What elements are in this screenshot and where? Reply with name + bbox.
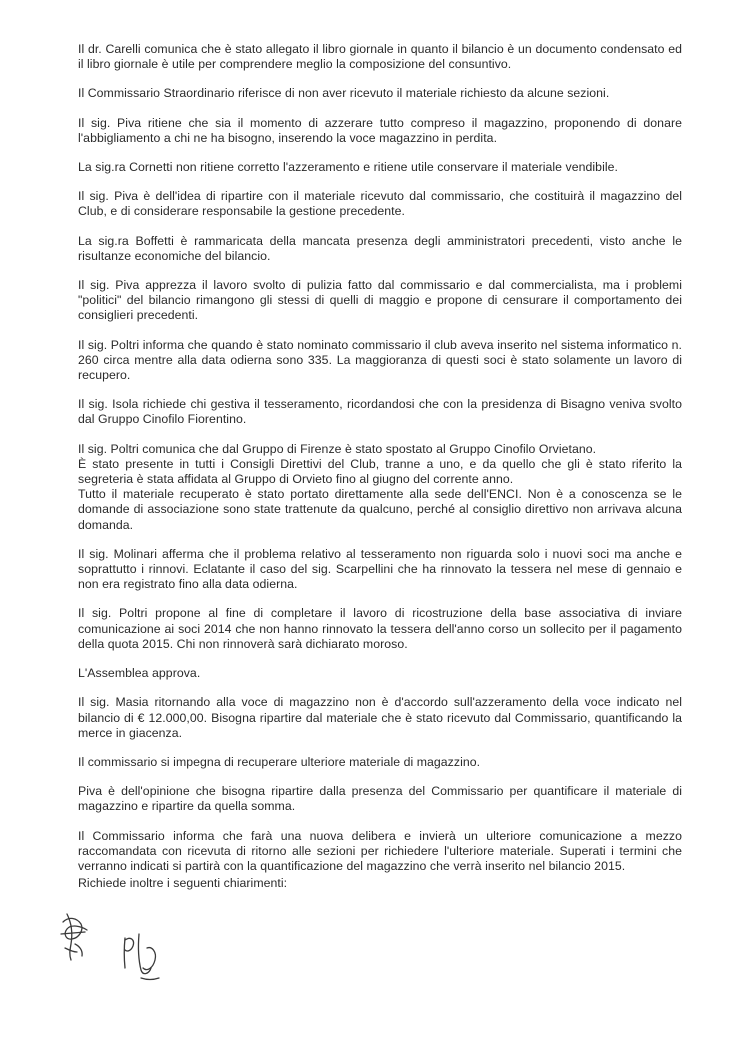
paragraph: Il sig. Piva apprezza il lavoro svolto di pulizia fatto dal commissario e dal commercialista, ma i problemi "politici" del bilancio rimangono gli stessi di quelli di maggio e propone di censurare il comportamento dei consiglieri precedenti. [78,278,682,323]
paragraph: Il sig. Molinari afferma che il problema relativo al tesseramento non riguarda solo i nuovi soci ma anche e soprattutto i rinnovi. Eclatante il caso del sig. Scarpellini che ha rinnovato la tessera nel mese di gennaio e non era registrato fino alla data odierna. [78,546,682,592]
paragraph: L'Assemblea approva. [78,666,201,681]
paragraph [78,442,682,533]
document-body [78,42,682,905]
handwritten-signature-icon [61,914,87,960]
paragraph: La sig.ra Cornetti non ritiene corretto l'azzeramento e ritiene utile conservare il materiale vendibile. [78,160,618,175]
paragraph-line: Tutto il materiale recuperato è stato portato direttamente alla sede dell'ENCI. Non è a conoscenza se le domande di associazione sono state trattenute da qualcuno, perché al consiglio direttivo non arrivava alcuna domanda. [78,487,682,532]
paragraph-line: Il sig. Poltri comunica che dal Gruppo di Firenze è stato spostato al Gruppo Cinofilo Orvietano. [78,441,597,456]
signatures-drawing [55,908,175,988]
paragraph: Il sig. Piva ritiene che sia il momento di azzerare tutto compreso il magazzino, proponendo di donare l'abbigliamento a chi ne ha bisogno, inserendo la voce magazzino in perdita. [78,115,682,145]
paragraph: Piva è dell'opinione che bisogna ripartire dalla presenza del Commissario per quantificare il materiale di magazzino e ripartire da quella somma. [78,784,682,814]
paragraph: Il Commissario Straordinario riferisce di non aver ricevuto il materiale richiesto da alcune sezioni. [78,86,610,101]
paragraph: Il Commissario informa che farà una nuova delibera e invierà un ulteriore comunicazione a mezzo raccomandata con ricevuta di ritorno alle sezioni per richiedere l'ulteriore materiale. Superati i termini che verranno indicati si partirà con la quantificazione del magazzino che verrà inserito nel bilancio 2015. [78,828,682,873]
paragraph: Il sig. Isola richiede chi gestiva il tesseramento, ricordandosi che con la presidenza di Bisagno veniva svolto dal Gruppo Cinofilo Fiorentino. [78,397,682,427]
paragraph: Il sig. Masia ritornando alla voce di magazzino non è d'accordo sull'azzeramento della voce indicato nel bilancio di € 12.000,00. Bisogna ripartire dal materiale che è stato ricevuto dal Commissario, quantificando la merce in giacenza. [78,695,682,740]
signatures [55,908,175,988]
paragraph: Il sig. Poltri informa che quando è stato nominato commissario il club aveva inserito nel sistema informatico n. 260 circa mentre alla data odierna sono 335. La maggioranza di questi soci è stato solamente un lavoro di recupero. [78,337,682,383]
paragraph: Il sig. Poltri propone al fine di completare il lavoro di ricostruzione della base associativa di inviare comunicazione ai soci 2014 che non hanno rinnovato la tessera dell'anno corso un sollecito per il pagamento della quota 2015. Chi non rinnoverà sarà dichiarato moroso. [78,606,682,651]
paragraph-line: È stato presente in tutti i Consigli Direttivi del Club, tranne a uno, e da quello che gli è stato riferito la segreteria è stata affidata al Gruppo di Orvieto fino al giugno del corrente anno. [78,456,682,487]
paragraph: Il dr. Carelli comunica che è stato allegato il libro giornale in quanto il bilancio è un documento condensato ed il libro giornale è utile per comprendere meglio la composizione del consuntivo. [78,42,682,72]
paragraph: Il commissario si impegna di recuperare ulteriore materiale di magazzino. [78,754,481,769]
paragraph: Il sig. Piva è dell'idea di ripartire con il materiale ricevuto dal commissario, che costituirà il magazzino del Club, e di considerare responsabile la gestione precedente. [78,189,682,219]
paragraph: Richiede inoltre i seguenti chiarimenti: [78,876,288,891]
paragraph: La sig.ra Boffetti è rammaricata della mancata presenza degli amministratori precedenti, visto anche le risultanze economiche del bilancio. [78,233,682,263]
handwritten-initials-icon [124,934,159,980]
